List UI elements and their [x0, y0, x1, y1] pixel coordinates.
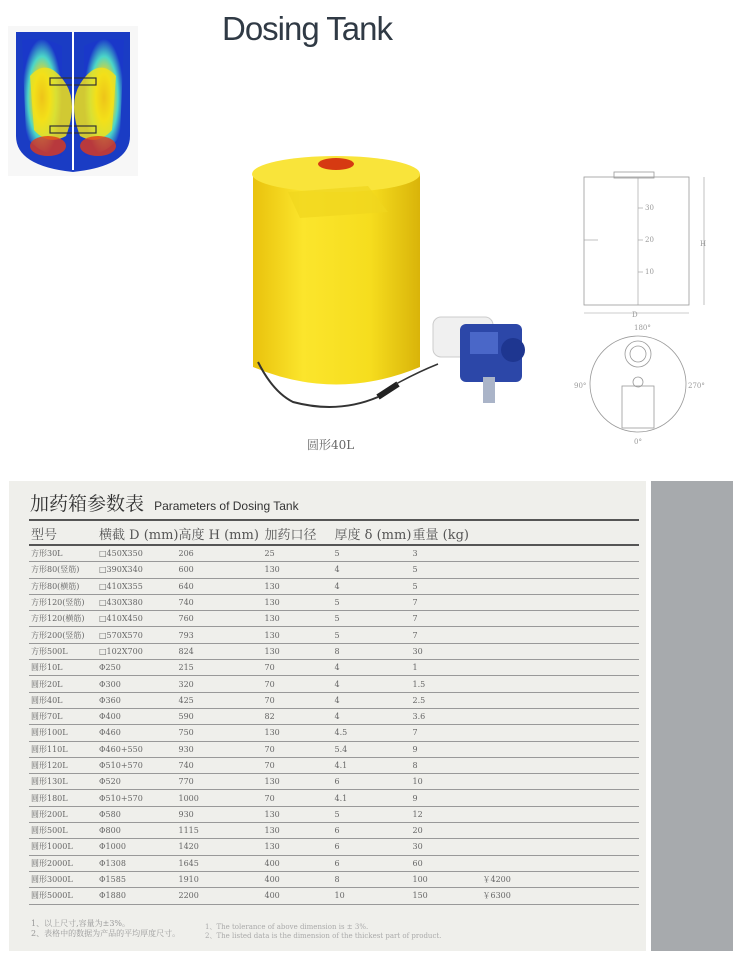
table-cell [483, 774, 640, 790]
table-cell: 4.1 [335, 757, 413, 773]
note-en-2: 2、The listed data is the dimension of the thickest part of product. [205, 932, 442, 940]
table-row [29, 562, 639, 578]
table-cell: 30 [413, 643, 483, 659]
table-cell: 7 [413, 725, 483, 741]
technical-drawing [574, 168, 734, 448]
table-cell: 930 [179, 806, 265, 822]
table-cell: 600 [179, 562, 265, 578]
angle-bottom: 0° [634, 438, 642, 446]
table-cell: 圆形500L [29, 823, 99, 839]
table-cell: □102X700 [99, 643, 179, 659]
table-cell: 圆形200L [29, 806, 99, 822]
table-cell: 方形120(竖筋) [29, 594, 99, 610]
table-row [29, 660, 639, 676]
table-cell: 圆形120L [29, 757, 99, 773]
table-cell: □430X380 [99, 594, 179, 610]
table-cell: □450X350 [99, 545, 179, 562]
table-cell: 3 [413, 545, 483, 562]
table-cell: 1910 [179, 871, 265, 887]
table-cell: 方形30L [29, 545, 99, 562]
table-cell [483, 806, 640, 822]
table-cell: 130 [265, 562, 335, 578]
table-cell: 206 [179, 545, 265, 562]
table-cell: 7 [413, 627, 483, 643]
table-cell: 400 [265, 888, 335, 904]
table-cell: 圆形100L [29, 725, 99, 741]
table-cell: 130 [265, 578, 335, 594]
photo-caption: 圆形40L [307, 438, 355, 452]
table-cell: 5 [335, 806, 413, 822]
table-cell: 圆形180L [29, 790, 99, 806]
table-cell: 10 [335, 888, 413, 904]
table-row [29, 855, 639, 871]
table-cell: 4.5 [335, 725, 413, 741]
angle-right: 270° [688, 382, 705, 390]
table-cell: 10 [413, 774, 483, 790]
table-cell: 圆形70L [29, 708, 99, 724]
table-row [29, 823, 639, 839]
table-cell: Φ460 [99, 725, 179, 741]
table-cell: Φ800 [99, 823, 179, 839]
table-row [29, 725, 639, 741]
table-cell: 圆形3000L [29, 871, 99, 887]
table-cell: 圆形110L [29, 741, 99, 757]
table-title-cn: 加药箱参数表 [30, 493, 145, 515]
col-thickness: 厚度 δ (mm) [335, 522, 413, 545]
table-cell: 1000 [179, 790, 265, 806]
table-row [29, 676, 639, 692]
table-cell: 1.5 [413, 676, 483, 692]
table-cell [483, 643, 640, 659]
table-cell: 70 [265, 757, 335, 773]
table-cell [483, 578, 640, 594]
table-cell [483, 725, 640, 741]
note-en-1: 1、The tolerance of above dimension is ± 3%. [205, 923, 369, 931]
table-cell: □570X570 [99, 627, 179, 643]
table-row [29, 757, 639, 773]
table-cell: 8 [335, 871, 413, 887]
table-cell: 12 [413, 806, 483, 822]
table-cell: 圆形2000L [29, 855, 99, 871]
table-row [29, 594, 639, 610]
table-cell: 70 [265, 692, 335, 708]
table-cell: 6 [335, 823, 413, 839]
table-cell: 5 [413, 578, 483, 594]
table-cell: 400 [265, 871, 335, 887]
table-cell: 5 [413, 562, 483, 578]
table-cell: 130 [265, 774, 335, 790]
table-cell: 793 [179, 627, 265, 643]
angle-top: 180° [634, 324, 651, 332]
table-cell: 400 [265, 855, 335, 871]
table-cell: 320 [179, 676, 265, 692]
tank-photo [248, 152, 554, 420]
table-cell: 方形120(横筋) [29, 611, 99, 627]
table-cell: 130 [265, 823, 335, 839]
table-row [29, 741, 639, 757]
table-cell [483, 839, 640, 855]
table-cell: 930 [179, 741, 265, 757]
table-cell: 60 [413, 855, 483, 871]
diameter-label: D [632, 311, 638, 319]
table-cell: 130 [265, 643, 335, 659]
parameters-panel [9, 481, 646, 951]
table-cell: ￥6300 [483, 888, 640, 904]
table-cell: 130 [265, 594, 335, 610]
table-cell: 740 [179, 757, 265, 773]
table-cell: 640 [179, 578, 265, 594]
table-cell: 215 [179, 660, 265, 676]
table-cell: 5 [335, 594, 413, 610]
table-cell: 25 [265, 545, 335, 562]
table-row [29, 578, 639, 594]
table-cell: □390X340 [99, 562, 179, 578]
table-cell: 9 [413, 790, 483, 806]
table-cell: 6 [335, 855, 413, 871]
table-cell [483, 741, 640, 757]
table-cell: Φ520 [99, 774, 179, 790]
table-cell: Φ300 [99, 676, 179, 692]
grey-sidebar [651, 481, 733, 951]
table-cell: 70 [265, 676, 335, 692]
table-cell: Φ1308 [99, 855, 179, 871]
table-body [29, 545, 639, 904]
table-cell: Φ510+570 [99, 757, 179, 773]
table-cell: 方形80(竖筋) [29, 562, 99, 578]
table-cell: Φ1880 [99, 888, 179, 904]
table-cell: Φ1585 [99, 871, 179, 887]
table-cell: 4 [335, 562, 413, 578]
table-cell: 5 [335, 611, 413, 627]
page-title: Dosing Tank [222, 10, 393, 47]
scale-10: 10 [645, 268, 654, 276]
table-cell: 740 [179, 594, 265, 610]
table-cell: 82 [265, 708, 335, 724]
table-row [29, 643, 639, 659]
table-row [29, 545, 639, 562]
table-cell: 7 [413, 611, 483, 627]
table-cell: 6 [335, 839, 413, 855]
table-cell [483, 611, 640, 627]
table-cell: 9 [413, 741, 483, 757]
table-row [29, 774, 639, 790]
table-cell: Φ360 [99, 692, 179, 708]
parameters-table [29, 522, 639, 905]
table-cell: 760 [179, 611, 265, 627]
note-cn-1: 1、以上尺寸,容量为±3%。 [31, 919, 131, 928]
col-price [483, 522, 640, 545]
table-cell: 方形500L [29, 643, 99, 659]
table-cell: 5 [335, 627, 413, 643]
table-cell [483, 627, 640, 643]
table-cell: □410X450 [99, 611, 179, 627]
table-cell: 425 [179, 692, 265, 708]
table-row [29, 806, 639, 822]
table-cell [483, 660, 640, 676]
table-header-row [29, 522, 639, 545]
scale-30: 30 [645, 204, 654, 212]
table-cell: Φ400 [99, 708, 179, 724]
table-cell: 20 [413, 823, 483, 839]
table-cell: 1 [413, 660, 483, 676]
table-cell: 圆形10L [29, 660, 99, 676]
table-cell: 圆形20L [29, 676, 99, 692]
scale-20: 20 [645, 236, 654, 244]
table-cell: 7 [413, 594, 483, 610]
table-row [29, 627, 639, 643]
table-row [29, 888, 639, 904]
table-cell: 4 [335, 676, 413, 692]
table-row [29, 611, 639, 627]
table-cell: 130 [265, 627, 335, 643]
table-cell: 4 [335, 660, 413, 676]
table-cell: 圆形1000L [29, 839, 99, 855]
table-cell: 130 [265, 839, 335, 855]
note-cn-2: 2、表格中的数据为产品的平均厚度尺寸。 [31, 929, 181, 938]
table-cell: 150 [413, 888, 483, 904]
angle-left: 90° [574, 382, 587, 390]
table-title [30, 489, 299, 516]
table-cell: 1420 [179, 839, 265, 855]
col-inlet: 加药口径 [265, 522, 335, 545]
table-cell: 3.6 [413, 708, 483, 724]
table-cell: 5.4 [335, 741, 413, 757]
table-row [29, 692, 639, 708]
table-cell: □410X355 [99, 578, 179, 594]
table-row [29, 790, 639, 806]
table-cell: 6 [335, 774, 413, 790]
table-row [29, 839, 639, 855]
table-cell: 方形200(竖筋) [29, 627, 99, 643]
table-cell: 5 [335, 545, 413, 562]
table-cell: 4 [335, 578, 413, 594]
table-cell: 30 [413, 839, 483, 855]
table-cell: ￥4200 [483, 871, 640, 887]
table-cell: 2.5 [413, 692, 483, 708]
col-section: 横截 D (mm) [99, 522, 179, 545]
table-cell: 770 [179, 774, 265, 790]
table-cell [483, 545, 640, 562]
table-cell: 圆形5000L [29, 888, 99, 904]
table-cell: 4.1 [335, 790, 413, 806]
table-cell: 1645 [179, 855, 265, 871]
table-cell: Φ510+570 [99, 790, 179, 806]
simulation-thumbnail [8, 26, 138, 176]
table-cell: 1115 [179, 823, 265, 839]
table-cell: 70 [265, 741, 335, 757]
table-cell: 130 [265, 611, 335, 627]
table-row [29, 708, 639, 724]
col-height: 高度 H (mm) [179, 522, 265, 545]
table-cell: 圆形130L [29, 774, 99, 790]
table-cell: 8 [413, 757, 483, 773]
table-cell [483, 790, 640, 806]
table-cell: 130 [265, 806, 335, 822]
table-cell [483, 708, 640, 724]
table-cell: Φ250 [99, 660, 179, 676]
table-cell: Φ460+550 [99, 741, 179, 757]
table-cell: Φ580 [99, 806, 179, 822]
table-cell: Φ1000 [99, 839, 179, 855]
col-weight: 重量 (kg) [413, 522, 483, 545]
notes-cn [31, 919, 180, 939]
table-cell: 8 [335, 643, 413, 659]
table-cell: 4 [335, 692, 413, 708]
table-cell: 130 [265, 725, 335, 741]
table-cell [483, 594, 640, 610]
table-cell [483, 757, 640, 773]
table-cell: 824 [179, 643, 265, 659]
table-cell: 方形80(横筋) [29, 578, 99, 594]
table-cell [483, 562, 640, 578]
table-cell: 2200 [179, 888, 265, 904]
table-cell: 70 [265, 660, 335, 676]
table-title-en: Parameters of Dosing Tank [154, 499, 299, 513]
table-cell [483, 676, 640, 692]
notes-en [205, 923, 441, 941]
table-cell [483, 692, 640, 708]
table-top-rule [29, 519, 639, 521]
table-cell: 590 [179, 708, 265, 724]
col-model: 型号 [29, 522, 99, 545]
table-row [29, 871, 639, 887]
height-label: H [700, 240, 707, 248]
table-cell: 圆形40L [29, 692, 99, 708]
table-cell: 4 [335, 708, 413, 724]
table-cell: 100 [413, 871, 483, 887]
table-cell [483, 855, 640, 871]
table-cell: 750 [179, 725, 265, 741]
table-cell [483, 823, 640, 839]
table-cell: 70 [265, 790, 335, 806]
